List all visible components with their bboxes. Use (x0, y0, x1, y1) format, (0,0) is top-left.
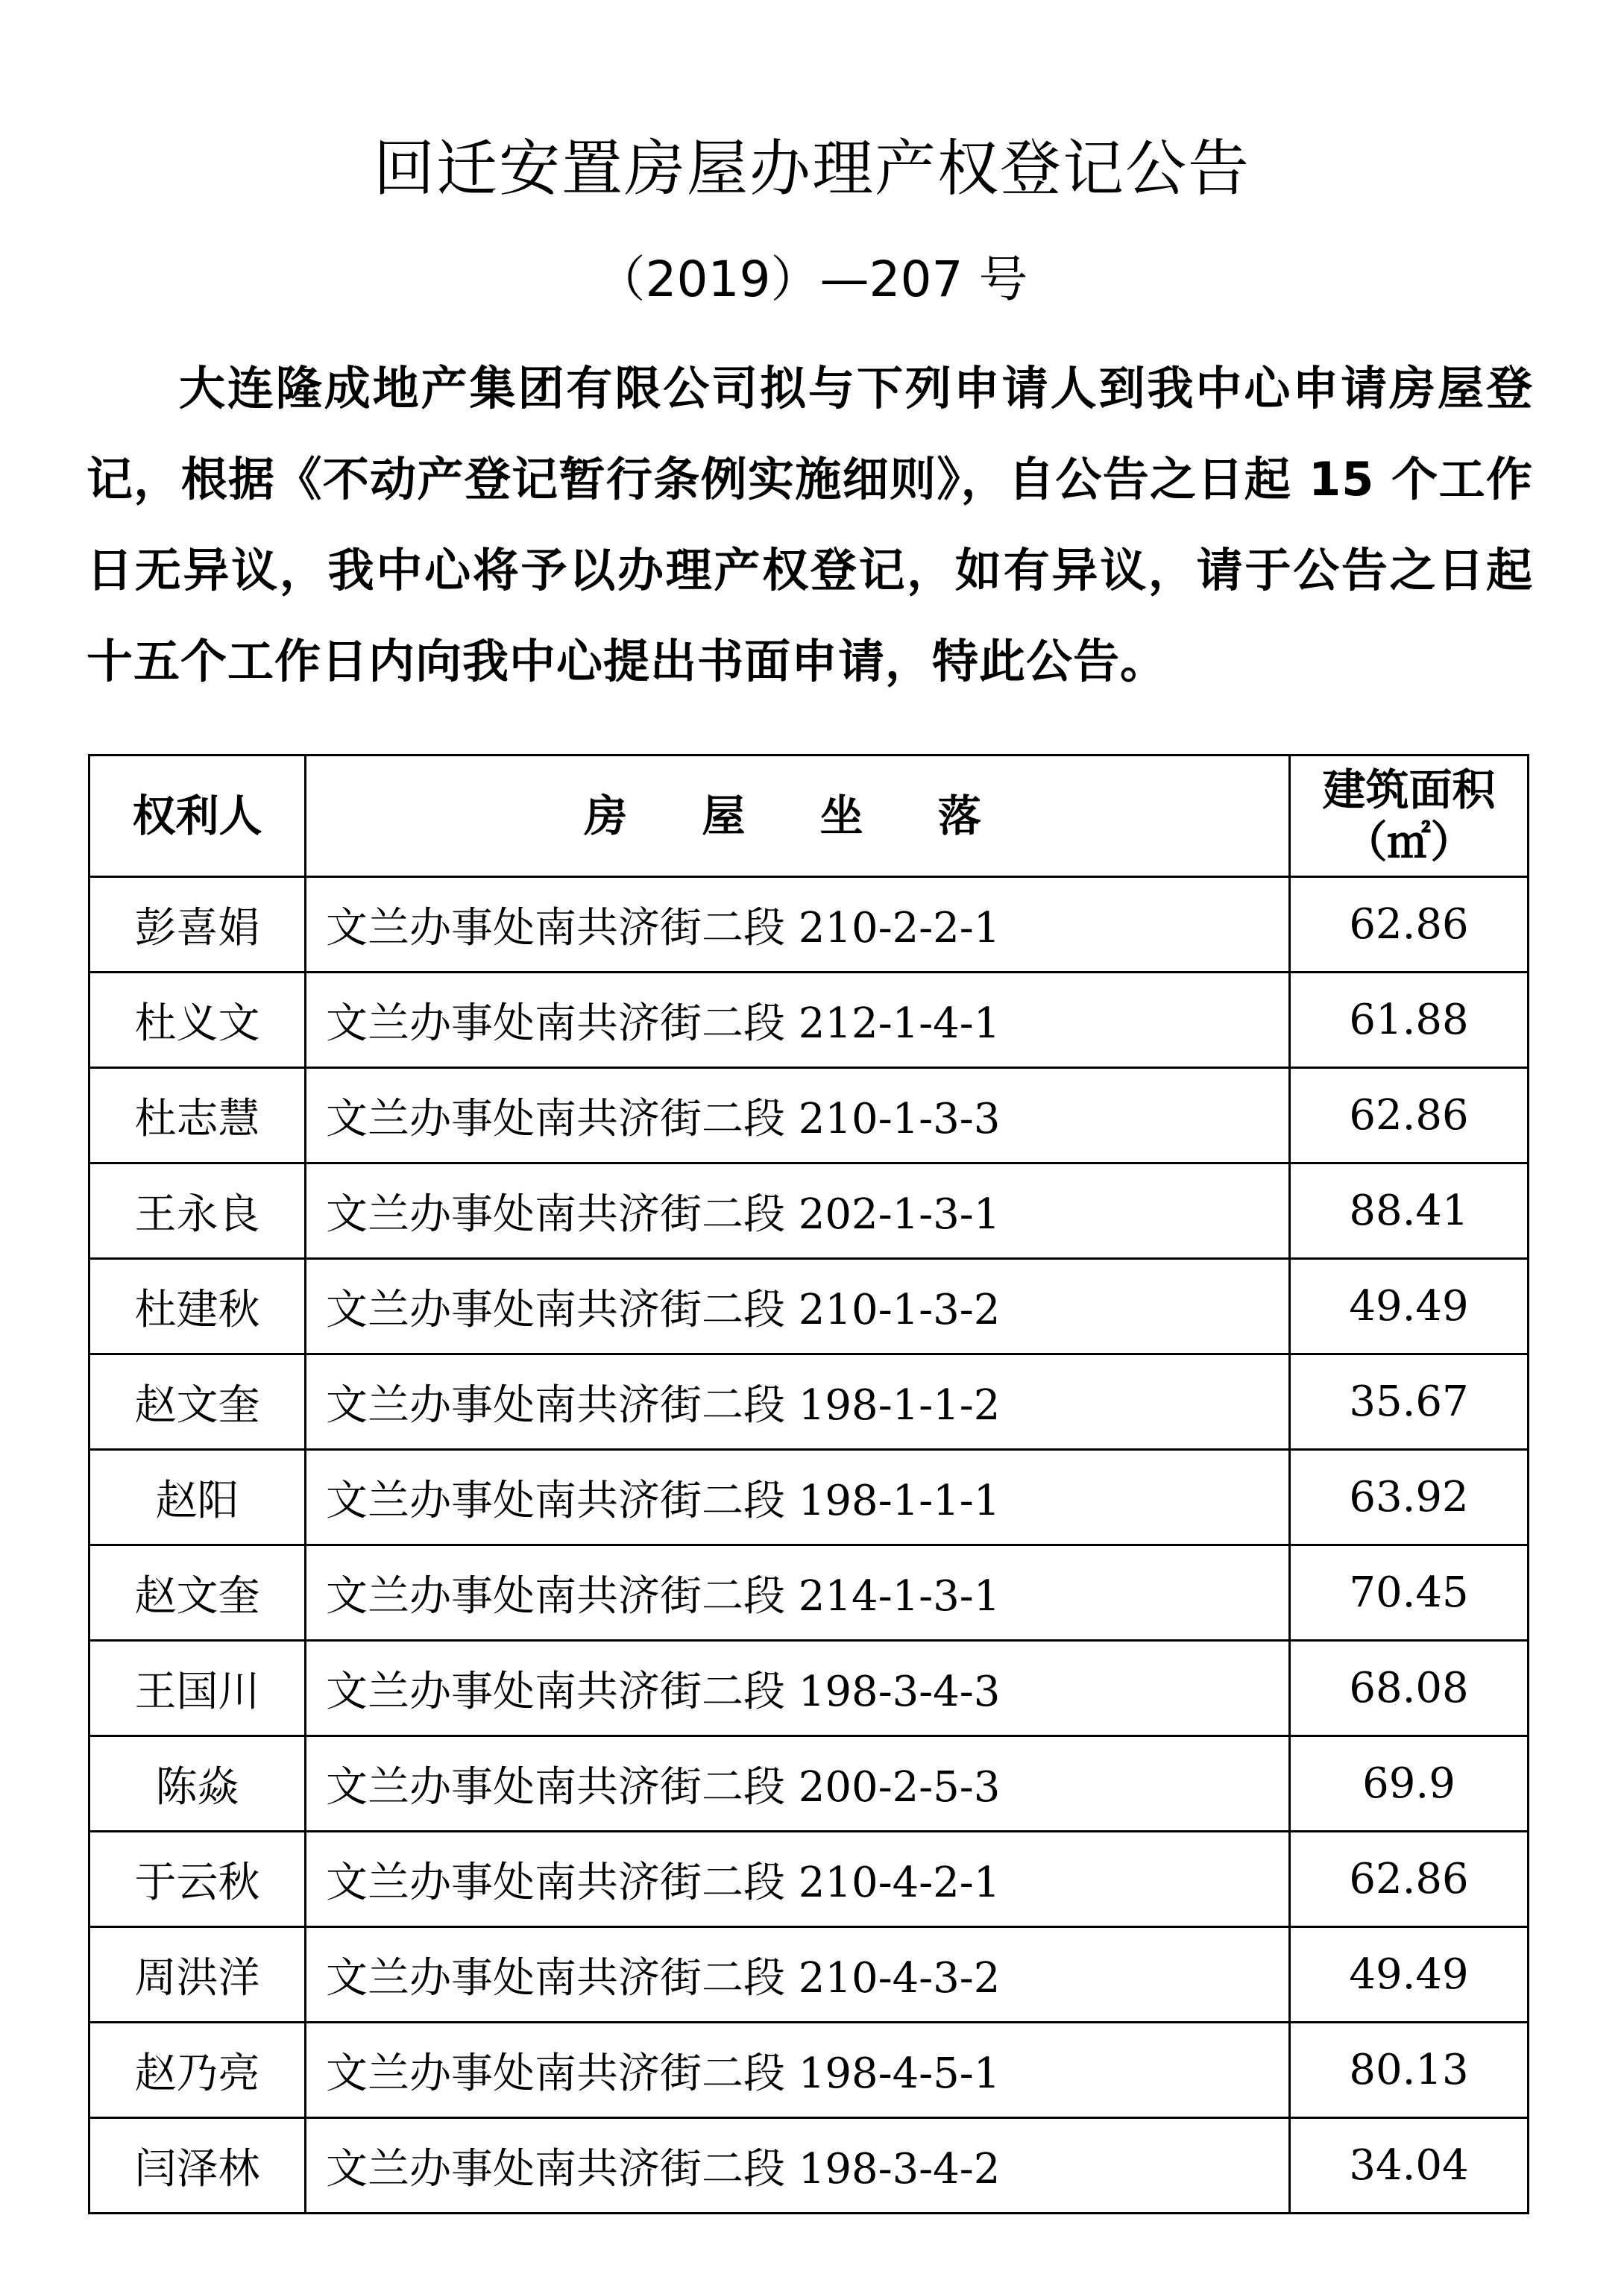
table-row (89, 877, 1529, 973)
owner-cell: 赵文奎 (89, 1354, 306, 1450)
area-cell: 61.88 (1290, 973, 1529, 1068)
location-cell: 文兰办事处南共济街二段 198-4-5-1 (306, 2023, 1290, 2118)
owner-cell: 于云秋 (89, 1832, 306, 1927)
location-cell: 文兰办事处南共济街二段 210-4-2-1 (306, 1832, 1290, 1927)
owner-cell: 彭喜娟 (89, 877, 306, 973)
notice-body: 大连隆成地产集团有限公司拟与下列申请人到我中心申请房屋登记，根据《不动产登记暂行条例实施细则》，自公告之日起 15 个工作日无异议，我中心将予以办理产权登记，如有异议，请于公告之日起十五个工作日内向我中心提出书面申请，特此公告。 (86, 361, 1533, 688)
area-cell: 80.13 (1290, 2023, 1529, 2118)
area-cell: 69.9 (1290, 1736, 1529, 1832)
owner-cell: 杜志慧 (89, 1068, 306, 1163)
table-row (89, 1736, 1529, 1832)
document-number: （2019）—207 号 (596, 251, 1028, 308)
header-area-label: 建筑面积 (1322, 764, 1496, 815)
header-location: 房 屋 坐 落 (306, 756, 1290, 877)
location-cell: 文兰办事处南共济街二段 210-2-2-1 (306, 877, 1290, 973)
area-cell: 70.45 (1290, 1545, 1529, 1641)
table-row (89, 1450, 1529, 1545)
owner-cell: 王国川 (89, 1641, 306, 1736)
location-cell: 文兰办事处南共济街二段 198-1-1-1 (306, 1450, 1290, 1545)
table-header-row (89, 756, 1529, 877)
header-area-unit: （㎡） (1344, 817, 1474, 867)
table-row (89, 2118, 1529, 2214)
owner-cell: 杜建秋 (89, 1259, 306, 1354)
location-cell: 文兰办事处南共济街二段 214-1-3-1 (306, 1545, 1290, 1641)
area-cell: 63.92 (1290, 1450, 1529, 1545)
table-row (89, 1259, 1529, 1354)
header-owner: 权利人 (89, 756, 306, 877)
location-cell: 文兰办事处南共济街二段 198-1-1-2 (306, 1354, 1290, 1450)
location-cell: 文兰办事处南共济街二段 198-3-4-2 (306, 2118, 1290, 2214)
area-cell: 49.49 (1290, 1927, 1529, 2023)
area-cell: 88.41 (1290, 1163, 1529, 1259)
location-cell: 文兰办事处南共济街二段 210-1-3-2 (306, 1259, 1290, 1354)
notice-title: 回迁安置房屋办理产权登记公告 (373, 134, 1250, 204)
table-row (89, 1354, 1529, 1450)
area-cell: 62.86 (1290, 877, 1529, 973)
location-cell: 文兰办事处南共济街二段 200-2-5-3 (306, 1736, 1290, 1832)
owner-cell: 赵文奎 (89, 1545, 306, 1641)
area-cell: 35.67 (1290, 1354, 1529, 1450)
area-cell: 34.04 (1290, 2118, 1529, 2214)
location-cell: 文兰办事处南共济街二段 212-1-4-1 (306, 973, 1290, 1068)
owner-cell: 赵乃亮 (89, 2023, 306, 2118)
location-cell: 文兰办事处南共济街二段 202-1-3-1 (306, 1163, 1290, 1259)
table-row (89, 2023, 1529, 2118)
header-area (1290, 756, 1529, 877)
table-row (89, 1068, 1529, 1163)
area-cell: 68.08 (1290, 1641, 1529, 1736)
area-cell: 62.86 (1290, 1832, 1529, 1927)
owner-cell: 陈焱 (89, 1736, 306, 1832)
owner-cell: 杜义文 (89, 973, 306, 1068)
owner-cell: 周洪洋 (89, 1927, 306, 2023)
area-cell: 49.49 (1290, 1259, 1529, 1354)
owner-cell: 赵阳 (89, 1450, 306, 1545)
location-cell: 文兰办事处南共济街二段 198-3-4-3 (306, 1641, 1290, 1736)
registration-table (88, 754, 1529, 2214)
table-row (89, 1641, 1529, 1736)
table-row (89, 1163, 1529, 1259)
table-row (89, 973, 1529, 1068)
location-cell: 文兰办事处南共济街二段 210-1-3-3 (306, 1068, 1290, 1163)
table-row (89, 1927, 1529, 2023)
location-cell: 文兰办事处南共济街二段 210-4-3-2 (306, 1927, 1290, 2023)
owner-cell: 闫泽林 (89, 2118, 306, 2214)
owner-cell: 王永良 (89, 1163, 306, 1259)
table-row (89, 1545, 1529, 1641)
table-row (89, 1832, 1529, 1927)
area-cell: 62.86 (1290, 1068, 1529, 1163)
